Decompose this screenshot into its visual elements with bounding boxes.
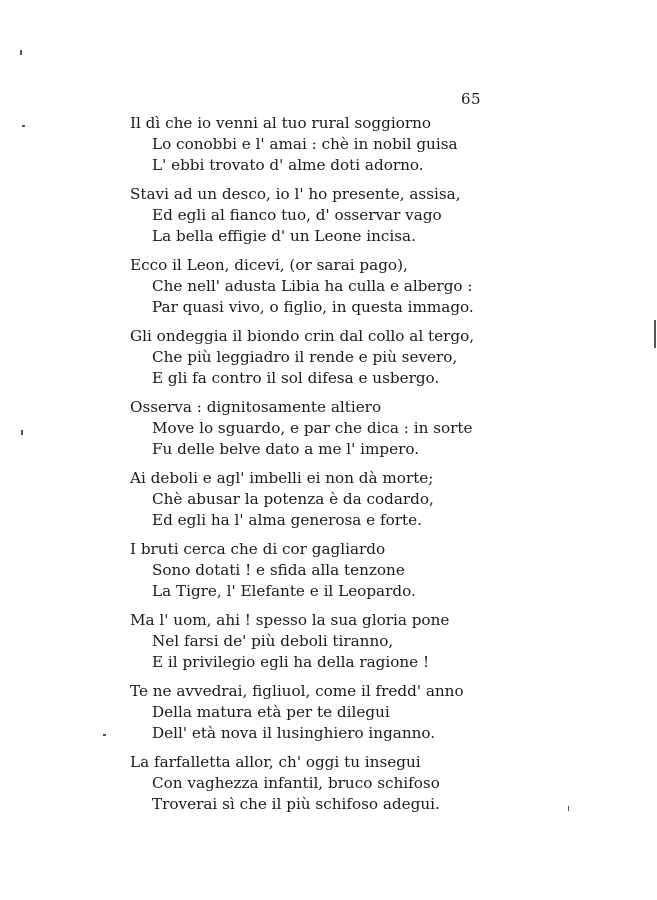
stanza <box>130 752 600 815</box>
stanza <box>130 255 600 318</box>
poem <box>130 113 600 823</box>
verse-line: Sono dotati ! e sfida alla tenzone <box>152 561 405 579</box>
verse-line: Move lo sguardo, e par che dica : in sorte <box>152 419 473 437</box>
scan-speck <box>22 125 25 127</box>
verse-line: La bella effigie d' un Leone incisa. <box>152 227 416 245</box>
verse-line: Ma l' uom, ahi ! spesso la sua gloria pone <box>130 611 450 629</box>
verse-line: Gli ondeggia il biondo crin dal collo al tergo, <box>130 327 475 345</box>
verse-line: La farfalletta allor, ch' oggi tu insegui <box>130 753 421 771</box>
verse-line: Ai deboli e agl' imbelli ei non dà morte; <box>130 469 434 487</box>
stanza <box>130 681 600 744</box>
scan-speck <box>20 50 22 55</box>
verse-line: Che più leggiadro il rende e più severo, <box>152 348 458 366</box>
verse-line: Te ne avvedrai, figliuol, come il fredd' anno <box>130 682 464 700</box>
verse-line: Ed egli al fianco tuo, d' osservar vago <box>152 206 442 224</box>
verse-line: Lo conobbi e l' amai : chè in nobil guisa <box>152 135 458 153</box>
verse-line: Stavi ad un desco, io l' ho presente, assisa, <box>130 185 461 203</box>
verse-line: Con vaghezza infantil, bruco schifoso <box>152 774 440 792</box>
stanza <box>130 113 600 176</box>
verse-line: Dell' età nova il lusinghiero inganno. <box>152 724 436 742</box>
stanza <box>130 326 600 389</box>
verse-line: I bruti cerca che di cor gagliardo <box>130 540 386 558</box>
page-number: 65 <box>461 90 482 108</box>
verse-line: E il privilegio egli ha della ragione ! <box>152 653 430 671</box>
stanza <box>130 468 600 531</box>
stanza <box>130 397 600 460</box>
verse-line: Troverai sì che il più schifoso adegui. <box>152 795 440 813</box>
verse-line: Chè abusar la potenza è da codardo, <box>152 490 434 508</box>
verse-line: E gli fa contro il sol difesa e usbergo. <box>152 369 440 387</box>
verse-line: Che nell' adusta Libia ha culla e albergo : <box>152 277 473 295</box>
stanza <box>130 184 600 247</box>
verse-line: La Tigre, l' Elefante e il Leopardo. <box>152 582 416 600</box>
scan-speck <box>654 320 656 348</box>
verse-line: Della matura età per te dilegui <box>152 703 390 721</box>
verse-line: Ed egli ha l' alma generosa e forte. <box>152 511 422 529</box>
verse-line: Osserva : dignitosamente altiero <box>130 398 382 416</box>
stanza <box>130 539 600 602</box>
scan-speck <box>103 734 106 736</box>
verse-line: Ecco il Leon, dicevi, (or sarai pago), <box>130 256 408 274</box>
verse-line: Par quasi vivo, o figlio, in questa immago. <box>152 298 474 316</box>
verse-line: Fu delle belve dato a me l' impero. <box>152 440 420 458</box>
scan-speck <box>568 806 569 811</box>
stanza <box>130 610 600 673</box>
scan-speck <box>21 430 23 435</box>
verse-line: L' ebbi trovato d' alme doti adorno. <box>152 156 424 174</box>
verse-line: Il dì che io venni al tuo rural soggiorno <box>130 114 432 132</box>
verse-line: Nel farsi de' più deboli tiranno, <box>152 632 394 650</box>
